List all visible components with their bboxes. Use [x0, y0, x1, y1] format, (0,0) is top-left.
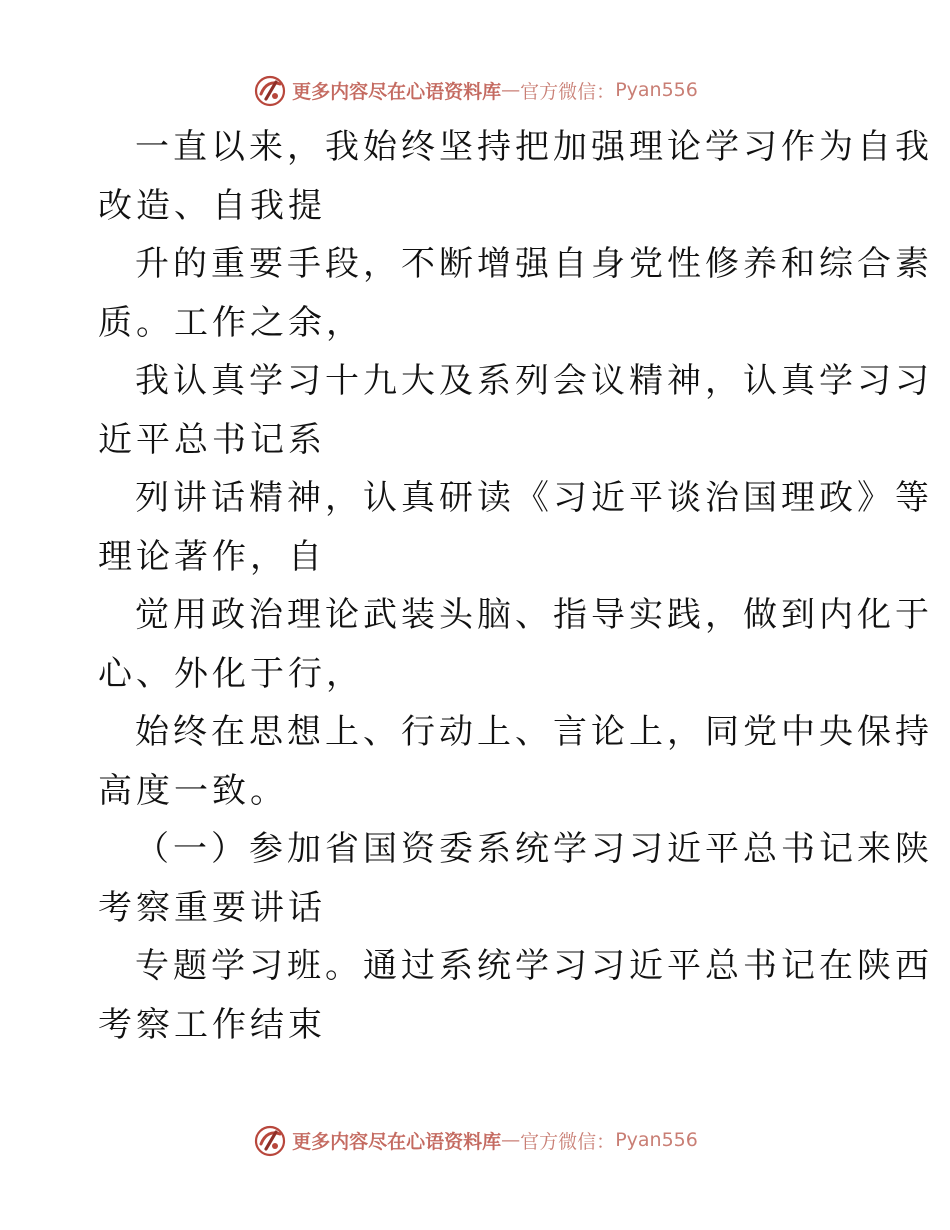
paragraph-line: 觉用政治理论武装头脑、指导实践，做到内化于 — [135, 595, 933, 635]
watermark-main-text: 更多内容尽在心语资料库 — [292, 80, 502, 103]
paragraph-line: 改造、自我提 — [98, 185, 326, 226]
paragraph-line: 始终在思想上、行动上、言论上，同党中央保持 — [135, 712, 933, 752]
paragraph-line: 列讲话精神，认真研读《习近平谈治国理政》等 — [135, 478, 933, 518]
watermark-separator: — — [501, 79, 521, 101]
paragraph-line: 近平总书记系 — [98, 419, 326, 460]
paragraph-7 — [98, 820, 933, 937]
paragraph-line: 质。工作之余， — [98, 302, 364, 343]
paragraph-line: 我认真学习十九大及系列会议精神，认真学习习 — [135, 361, 933, 401]
paragraph-3 — [98, 352, 933, 469]
paragraph-line: 专题学习班。通过系统学习习近平总书记在陕西 — [135, 946, 933, 986]
watermark-wechat-label: 官方微信： — [520, 1130, 616, 1153]
paragraph-line: 考察工作结束 — [98, 1004, 326, 1045]
seal-logo-icon — [252, 72, 288, 108]
paragraph-line: 考察重要讲话 — [98, 887, 326, 928]
paragraph-8 — [98, 937, 933, 1054]
footer-watermark — [0, 1120, 950, 1160]
paragraph-line: 心、外化于行， — [98, 653, 364, 694]
header-watermark — [0, 70, 950, 110]
paragraph-line: 升的重要手段，不断增强自身党性修养和综合素 — [135, 244, 933, 284]
paragraph-line: 一直以来，我始终坚持把加强理论学习作为自我 — [135, 127, 933, 167]
paragraph-line: 理论著作，自 — [98, 536, 326, 577]
watermark-wechat-label: 官方微信： — [520, 80, 616, 103]
paragraph-5 — [98, 586, 933, 703]
paragraph-1 — [98, 118, 933, 235]
paragraph-6 — [98, 703, 933, 820]
paragraph-line: （一）参加省国资委系统学习习近平总书记来陕 — [135, 829, 933, 869]
paragraph-2 — [98, 235, 933, 352]
document-body — [98, 118, 933, 1054]
watermark-wechat-id: Pyan556 — [615, 1129, 698, 1151]
seal-logo-icon — [252, 1122, 288, 1158]
paragraph-4 — [98, 469, 933, 586]
watermark-wechat-id: Pyan556 — [615, 79, 698, 101]
watermark-main-text: 更多内容尽在心语资料库 — [292, 1130, 502, 1153]
paragraph-line: 高度一致。 — [98, 770, 288, 811]
watermark-separator: — — [501, 1129, 521, 1151]
